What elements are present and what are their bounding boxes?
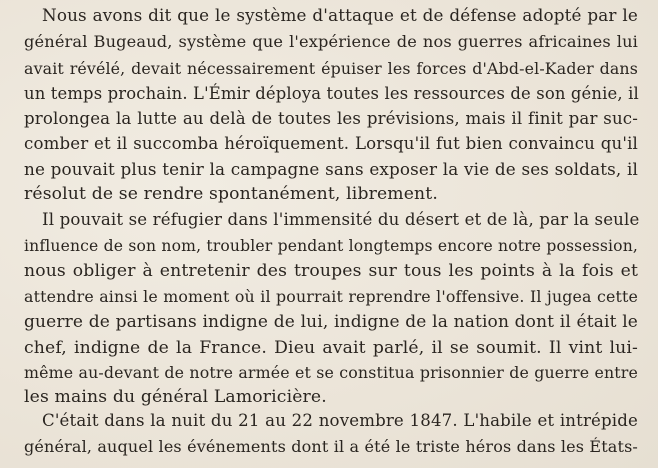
text-line: les mains du général Lamoricière.	[24, 387, 327, 407]
text-line: Nous avons dit que le système d'attaque et de défense adopté par le	[42, 5, 638, 25]
text-line: Il pouvait se réfugier dans l'immensité du désert et de là, par la seule	[42, 210, 640, 229]
text-line: avait révélé, devait nécessairement épuiser les forces d'Abd-el-Kader dans	[24, 59, 638, 78]
text-line: prolongea la lutte au delà de toutes les prévisions, mais il finit par suc-	[24, 109, 638, 128]
text-line: un temps prochain. L'Émir déploya toutes les ressources de son génie, il	[24, 84, 639, 103]
text-line: attendre ainsi le moment où il pourrait reprendre l'offensive. Il jugea cette	[24, 287, 638, 306]
text-line: ne pouvait plus tenir la campagne sans exposer la vie de ses soldats, il	[24, 159, 638, 179]
text-line: guerre de partisans indigne de lui, indigne de la nation dont il était le	[24, 312, 638, 332]
text-line: même au-devant de notre armée et se constitua prisonnier de guerre entre	[24, 363, 638, 382]
text-line: comber et il succomba héroïquement. Lorsqu'il fut bien convaincu qu'il	[24, 134, 638, 153]
text-line: nous obliger à entretenir des troupes sur tous les points à la fois et	[24, 261, 638, 281]
text-line: C'était dans la nuit du 21 au 22 novembre 1847. L'habile et intrépide	[42, 411, 638, 430]
text-line: influence de son nom, troubler pendant longtemps encore notre possession,	[24, 237, 638, 255]
text-line: chef, indigne de la France. Dieu avait parlé, il se soumit. Il vint lui-	[24, 338, 638, 358]
text-line: général, auquel les événements dont il a été le triste héros dans les États-	[24, 437, 638, 456]
text-line: général Bugeaud, système que l'expérience de nos guerres africaines lui	[24, 32, 638, 51]
text-line: résolut de se rendre spontanément, librement.	[24, 184, 438, 204]
